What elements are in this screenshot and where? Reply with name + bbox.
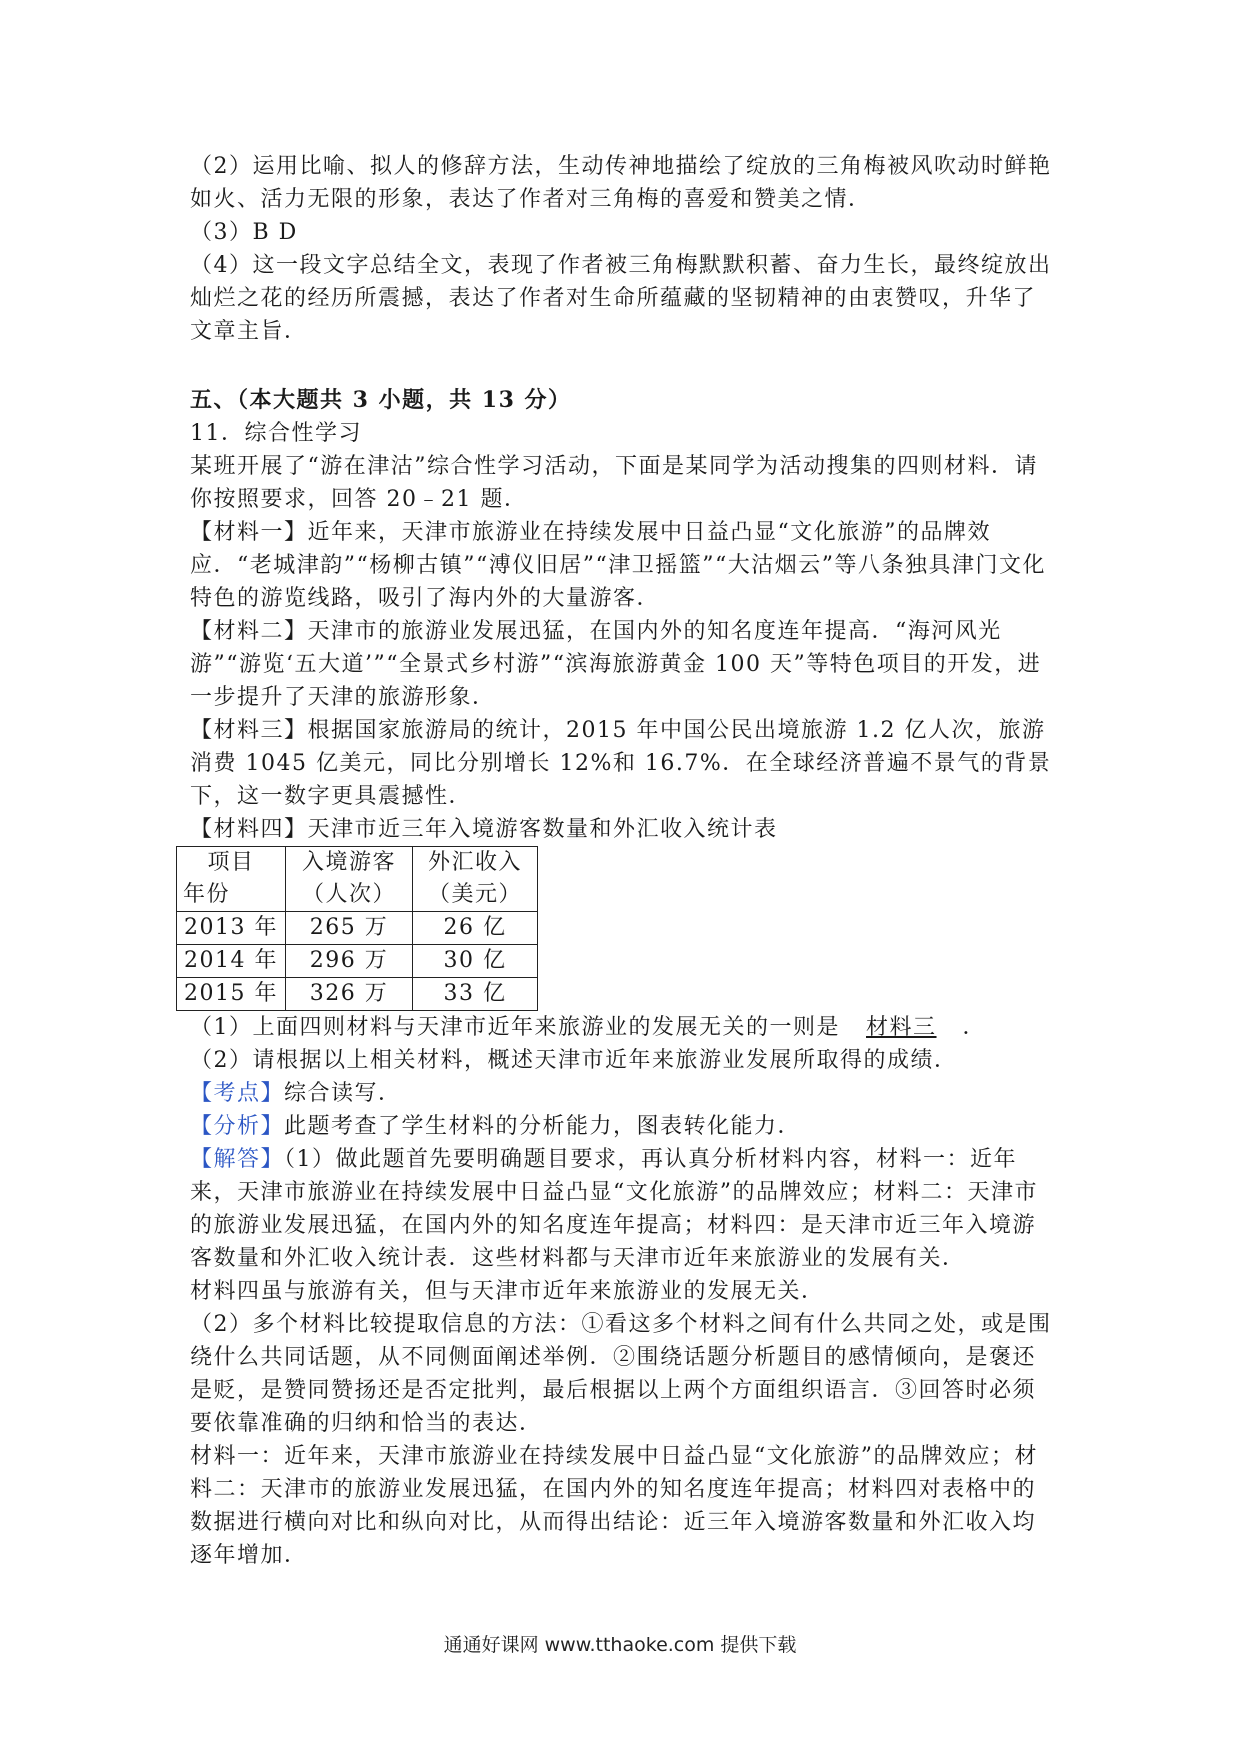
analysis-final: 材料一：近年来，天津市旅游业在持续发展中日益凸显“文化旅游”的品牌效应；材料二：天津市的旅游业发展迅猛，在国内外的知名度连年提高；材料四对表格中的数据进行横向对比和纵向对比，从而得出结论：近三年入境游客数量和外汇收入均逐年增加． <box>190 1444 1038 1568</box>
cell-visitors: 265 万 <box>286 912 413 945</box>
cell-year: 2013 年 <box>177 912 286 945</box>
table-row <box>177 978 538 1011</box>
jieda-label: 【解答】 <box>190 1147 285 1172</box>
question-1 <box>190 1011 1052 1044</box>
question-intro: 某班开展了“游在津沽”综合性学习活动，下面是某同学为活动搜集的四则材料．请你按照要求，回答 20﹣21 题． <box>190 454 1038 512</box>
material-2: 【材料二】天津市的旅游业发展迅猛，在国内外的知名度连年提高．“海河风光游”“游览‘五大道’”“全景式乡村游”“滨海旅游黄金 100 天”等特色项目的开发，进一步提升了天津的旅游形象． <box>190 619 1042 710</box>
jieda-text: （1）做此题首先要明确题目要求，再认真分析材料内容，材料一：近年来，天津市旅游业在持续发展中日益凸显“文化旅游”的品牌效应；材料二：天津市的旅游业发展迅猛，在国内外的知名度连年提高；材料四：是天津市近三年入境游客数量和外汇收入统计表．这些材料都与天津市近年来旅游业的发展有关． <box>190 1147 1038 1271</box>
jieda <box>190 1143 1052 1275</box>
table-row <box>177 912 538 945</box>
analysis-method: （2）多个材料比较提取信息的方法：①看这多个材料之间有什么共同之处，或是围绕什么共同话题，从不同侧面阐述举例．②围绕话题分析题目的感情倾向，是褒还是贬，是赞同赞扬还是否定批判，最后根据以上两个方面组织语言．③回答时必须要依靠准确的归纳和恰当的表达． <box>190 1312 1052 1436</box>
kaodian <box>190 1077 1052 1110</box>
header-visitors-unit: （人次） <box>301 882 396 907</box>
question-1-answer: 材料三 <box>866 1015 937 1040</box>
fenxi-label: 【分析】 <box>190 1114 285 1139</box>
answer-2: （2）运用比喻、拟人的修辞方法，生动传神地描绘了绽放的三角梅被风吹动时鲜艳如火、活力无限的形象，表达了作者对三角梅的喜爱和赞美之情． <box>190 154 1052 212</box>
kaodian-text: 综合读写． <box>284 1081 402 1106</box>
header-visitors <box>286 847 413 912</box>
fenxi <box>190 1110 1052 1143</box>
section-gap <box>190 348 1052 384</box>
header-income-unit: （美元） <box>427 882 522 907</box>
page-content <box>183 150 1052 1572</box>
header-item-label: 项目 <box>207 850 255 875</box>
material-1: 【材料一】近年来，天津市旅游业在持续发展中日益凸显“文化旅游”的品牌效应．“老城津韵”“杨柳古镇”“溥仪旧居”“津卫摇篮”“大沽烟云”等八条独具津门文化特色的游览线路，吸引了海内外的大量游客． <box>190 520 1046 611</box>
analysis-material-4: 材料四虽与旅游有关，但与天津市近年来旅游业的发展无关． <box>190 1279 825 1304</box>
stats-table <box>176 846 538 1011</box>
section-heading: 五、（本大题共 3 小题，共 13 分） <box>190 387 572 413</box>
header-income <box>413 847 538 912</box>
material-4-caption: 【材料四】天津市近三年入境游客数量和外汇收入统计表 <box>190 817 778 842</box>
question-title: 11．综合性学习 <box>190 421 362 446</box>
question-1-suffix: ． <box>962 1015 987 1040</box>
header-item-year <box>177 847 286 912</box>
fenxi-text: 此题考查了学生材料的分析能力，图表转化能力． <box>284 1114 802 1139</box>
header-year-label: 年份 <box>183 882 231 907</box>
answer-4: （4）这一段文字总结全文，表现了作者被三角梅默默积蓄、奋力生长，最终绽放出灿烂之花的经历所震撼，表达了作者对生命所蕴藏的坚韧精神的由衷赞叹，升华了文章主旨． <box>190 253 1052 344</box>
cell-income: 26 亿 <box>413 912 538 945</box>
cell-year: 2014 年 <box>177 945 286 978</box>
cell-visitors: 326 万 <box>286 978 413 1011</box>
cell-visitors: 296 万 <box>286 945 413 978</box>
question-2: （2）请根据以上相关材料，概述天津市近年来旅游业发展所取得的成绩． <box>190 1048 958 1073</box>
header-income-label: 外汇收入 <box>427 850 522 875</box>
cell-income: 33 亿 <box>413 978 538 1011</box>
answer-3: （3）B D <box>190 220 298 245</box>
table-header-row <box>177 847 538 912</box>
header-visitors-label: 入境游客 <box>301 850 396 875</box>
table-row <box>177 945 538 978</box>
cell-income: 30 亿 <box>413 945 538 978</box>
material-3: 【材料三】根据国家旅游局的统计，2015 年中国公民出境旅游 1.2 亿人次，旅游消费 1045 亿美元，同比分别增长 12%和 16.7%．在全球经济普遍不景气的背景下，这一数字更具震撼性． <box>190 718 1052 809</box>
footer-credit: 通通好课网 www.tthaoke.com 提供下载 <box>443 1634 797 1656</box>
question-1-text: （1）上面四则材料与天津市近年来旅游业的发展无关的一则是 <box>190 1015 840 1040</box>
kaodian-label: 【考点】 <box>190 1081 285 1106</box>
cell-year: 2015 年 <box>177 978 286 1011</box>
